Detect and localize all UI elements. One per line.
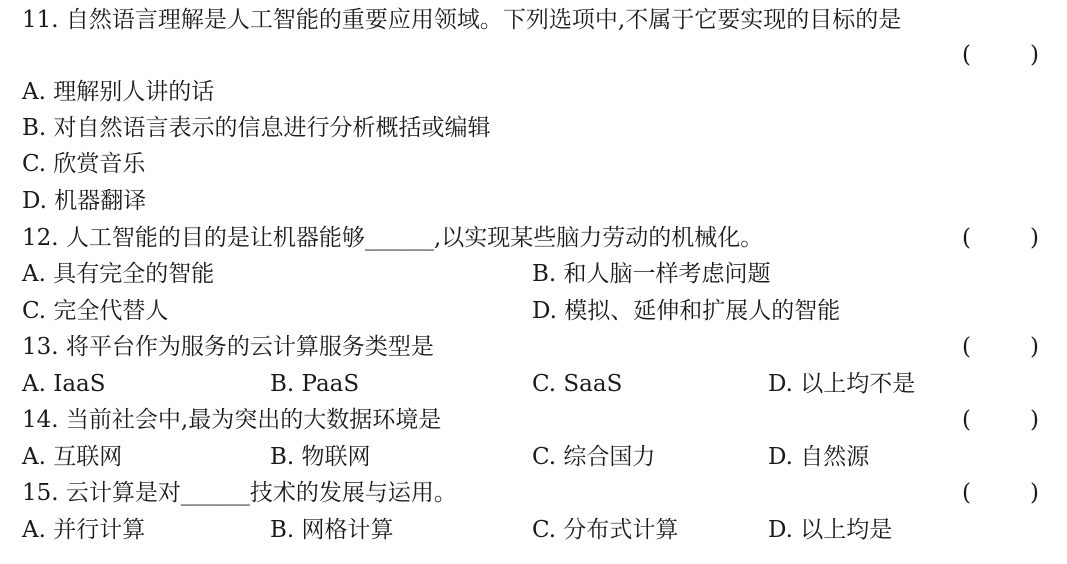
q13-option-d[interactable]: D. 以上均不是: [768, 371, 916, 397]
q13-stem-line: [0, 329, 1067, 365]
q13-stem: 13. 将平台作为服务的云计算服务类型是: [22, 334, 434, 360]
q11-answer-line: [0, 37, 1067, 73]
q12-option-row: [0, 256, 1067, 292]
q11-option-a[interactable]: A. 理解别人讲的话: [22, 79, 215, 105]
q15-stem-line: [0, 475, 1067, 511]
q12-stem-line: [0, 220, 1067, 256]
q11-paren-close: ): [1030, 42, 1039, 68]
q14-stem-line: [0, 402, 1067, 438]
q11-paren-open: (: [962, 42, 971, 68]
q12-paren-close: ): [1030, 225, 1039, 251]
q12-paren-open: (: [962, 225, 971, 251]
q12-option-b[interactable]: B. 和人脑一样考虑问题: [532, 261, 771, 287]
q14-paren-open: (: [962, 407, 971, 433]
q15-paren-open: (: [962, 480, 971, 506]
q15-option-b[interactable]: B. 网格计算: [270, 517, 394, 543]
q15-option-row: [0, 512, 1067, 548]
q11-option-row: [0, 110, 1067, 146]
q11-option-row: [0, 146, 1067, 182]
q14-option-b[interactable]: B. 物联网: [270, 444, 371, 470]
q14-option-d[interactable]: D. 自然源: [768, 444, 870, 470]
q13-option-c[interactable]: C. SaaS: [532, 371, 623, 397]
q13-option-a[interactable]: A. IaaS: [22, 371, 106, 397]
q13-option-b[interactable]: B. PaaS: [270, 371, 360, 397]
q12-stem: 12. 人工智能的目的是让机器能够______,以实现某些脑力劳动的机械化。: [22, 225, 764, 251]
q15-option-d[interactable]: D. 以上均是: [768, 517, 893, 543]
q14-stem: 14. 当前社会中,最为突出的大数据环境是: [22, 407, 442, 433]
q11-stem: 11. 自然语言理解是人工智能的重要应用领域。下列选项中,不属于它要实现的目标的是: [22, 7, 902, 33]
q12-option-c[interactable]: C. 完全代替人: [22, 298, 169, 324]
q14-option-a[interactable]: A. 互联网: [22, 444, 123, 470]
q12-option-a[interactable]: A. 具有完全的智能: [22, 261, 215, 287]
q15-option-c[interactable]: C. 分布式计算: [532, 517, 679, 543]
q11-stem-line: [0, 2, 1067, 38]
q15-option-a[interactable]: A. 并行计算: [22, 517, 146, 543]
q14-paren-close: ): [1030, 407, 1039, 433]
q13-paren-close: ): [1030, 334, 1039, 360]
q14-option-row: [0, 439, 1067, 475]
q13-paren-open: (: [962, 334, 971, 360]
q15-paren-close: ): [1030, 480, 1039, 506]
q14-option-c[interactable]: C. 综合国力: [532, 444, 656, 470]
q15-stem: 15. 云计算是对______技术的发展与运用。: [22, 480, 457, 506]
q11-option-d[interactable]: D. 机器翻译: [22, 188, 147, 214]
q11-option-row: [0, 74, 1067, 110]
q13-option-row: [0, 366, 1067, 402]
q11-option-c[interactable]: C. 欣赏音乐: [22, 151, 146, 177]
q11-option-b[interactable]: B. 对自然语言表示的信息进行分析概括或编辑: [22, 115, 491, 141]
q12-option-d[interactable]: D. 模拟、延伸和扩展人的智能: [532, 298, 841, 324]
q12-option-row: [0, 293, 1067, 329]
q11-option-row: [0, 183, 1067, 219]
